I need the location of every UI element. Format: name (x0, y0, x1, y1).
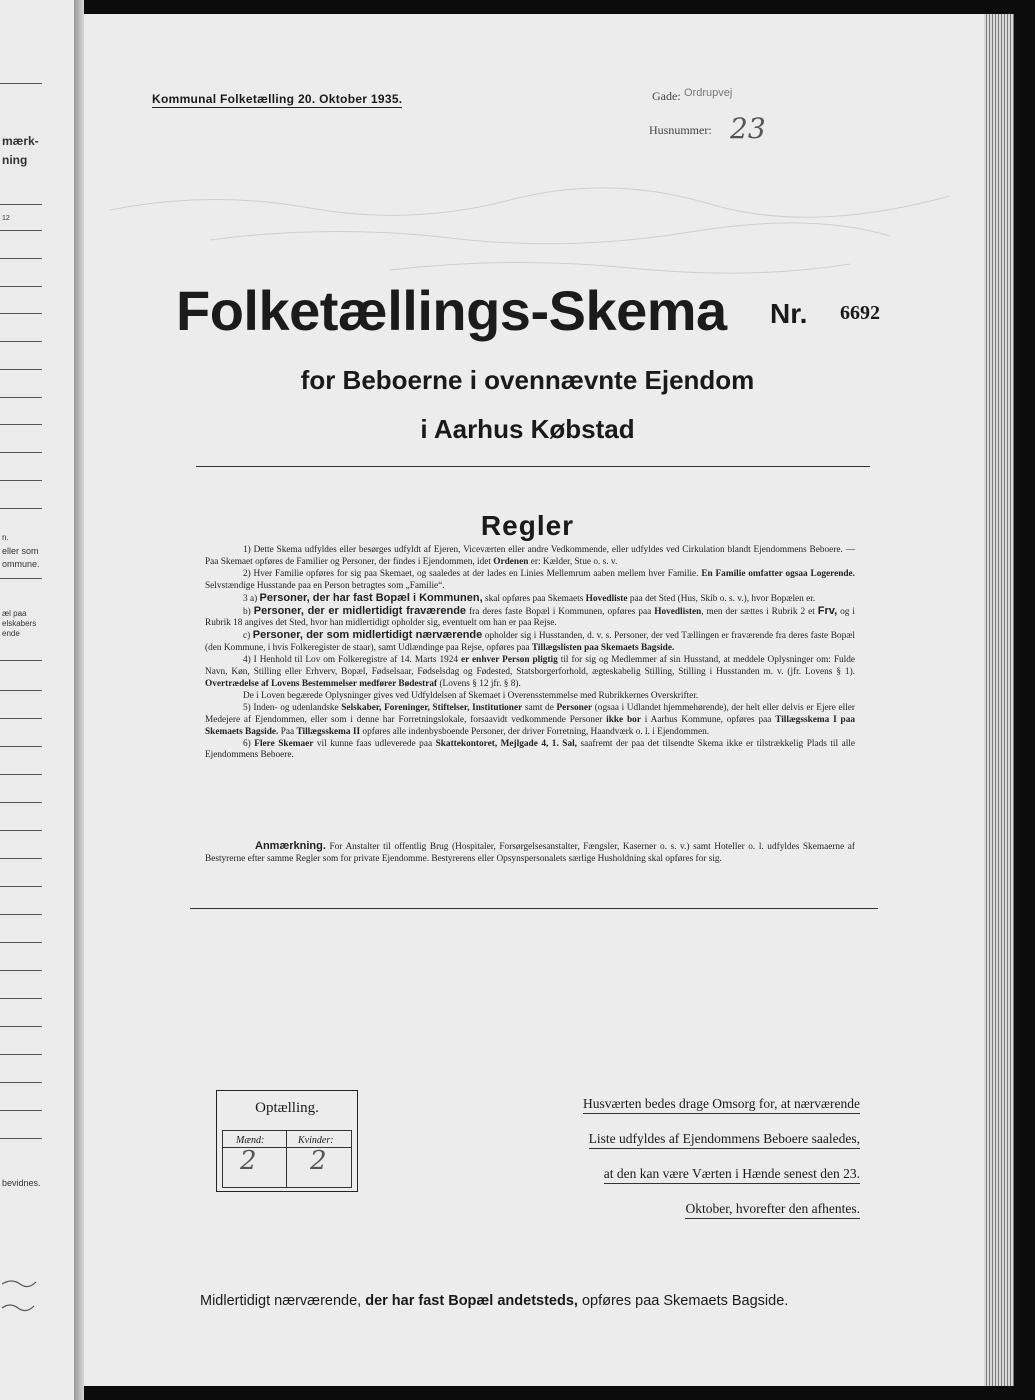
left-rule (0, 230, 42, 231)
men-count: 2 (240, 1146, 257, 1176)
footer-note: Midlertidigt nærværende, der har fast Bopæl andetsteds, opføres paa Skemaets Bagside. (200, 1293, 789, 1309)
left-rule (0, 480, 42, 481)
left-rule (0, 886, 42, 887)
form-number-value: 6692 (840, 302, 880, 324)
left-rule (0, 998, 42, 999)
left-fragment: elskabers (2, 619, 37, 628)
men-label: Mænd: (236, 1135, 265, 1146)
rule-3a: 3 a) Personer, der har fast Bopæl i Kommunen, skal opføres paa Skemaets Hovedliste paa det Sted (Hus, Skib o. s. v.), hvor Bopælen er. (243, 591, 816, 604)
form-title: Folketællings-Skema (176, 279, 727, 342)
street-value: Ordrupvej (684, 87, 733, 99)
form-subtitle: for Beboerne i ovennævnte Ejendom (300, 365, 755, 395)
note-label: Anmærkning. (255, 840, 326, 852)
left-rule (0, 942, 42, 943)
divider (196, 466, 870, 467)
faint-bleed-through (90, 170, 970, 290)
landlord-notice-line: Liste udfyldes af Ejendommens Beboere saaledes, (520, 1131, 860, 1147)
landlord-notice-line: at den kan være Værten i Hænde senest den 23. (520, 1166, 860, 1182)
left-rule (0, 341, 42, 342)
left-rule (0, 858, 42, 859)
count-column-divider (286, 1130, 287, 1188)
rule-3c: c) Personer, der som midlertidigt nærværende opholder sig i Husstanden, d. v. s. Personer, der ved Tællingen er fraværende fra deres faste Bopæl (den Kommune, i hvis Folkeregister de staar), samt Udlændinge paa Rejse, opføres paa Tillægslisten paa Skemaets Bagside. (205, 629, 856, 654)
rule-5: 5) Inden- og udenlandske Selskaber, Foreninger, Stiftelser, Institutioner samt de Personer (ogsaa i Udlandet hjemmehørende), der helt eller delvis er Ejere eller Medejere af Ejendommen, eller som i denne har Forretningslokale, forsaavidt vedkommende Personer ikke bor i Aarhus Kommune, opføres paa Tillægsskema I paa Skemaets Bagside. Paa Tillægsskema II opføres alle indenbysboende Personer, der driver Forretning, Haandværk o. l. i Ejendommen. (205, 702, 856, 737)
left-rule (0, 83, 42, 84)
left-fragment: ende (2, 629, 20, 638)
left-rule (0, 746, 42, 747)
form-subtitle-city: i Aarhus Købstad (420, 414, 635, 444)
left-rule (0, 1054, 42, 1055)
binding-gutter (74, 0, 84, 1400)
left-rule (0, 397, 42, 398)
left-rule (0, 914, 42, 915)
rule-1: 1) Dette Skema udfyldes eller besørges udfyldt af Ejeren, Viceværten eller andre Vedkommende, eller udfyldes ved Cirkulation blandt Ejendommens Beboere. — Paa Skemaet opføres de Familier og Personer, der findes i Ejendommen, idet Ordenen er: Kælder, Stue o. s. v. (205, 545, 855, 567)
left-rule (0, 1138, 42, 1139)
left-fragment: ning (2, 153, 28, 167)
left-rule (0, 660, 42, 661)
left-rule (0, 970, 42, 971)
house-number-value: 23 (730, 112, 766, 145)
census-header: Kommunal Folketælling 20. Oktober 1935. (152, 92, 403, 106)
divider (190, 908, 878, 909)
left-rule (0, 1110, 42, 1111)
left-rule (0, 1026, 42, 1027)
rule-2: 2) Hver Familie opføres for sig paa Skemaet, og saaledes at der lades en Linies Mellemrum aaben mellem hver Familie. En Familie omfatter ogsaa Logerende. Selvstændige Husstande paa en Person betragtes som „Familie“. (205, 568, 855, 591)
house-number-label: Husnummer: (649, 123, 712, 137)
rules-heading: Regler (480, 510, 575, 541)
left-fragment: ommune. (2, 559, 40, 569)
left-fragment: 12 (2, 215, 10, 222)
left-rule (0, 1082, 42, 1083)
note-block (205, 840, 855, 865)
form-number-label: Nr. (770, 298, 808, 329)
left-rule (0, 204, 42, 205)
left-rule (0, 258, 42, 259)
note-text: For Anstalter til offentlig Brug (Hospitaler, Forsørgelsesanstalter, Fængsler, Kaserner o. s. v.) samt Hoteller o. l. udfyldes Skemaerne af Bestyrerne efter samme Regler som for private Ejendomme. Bestyrerens eller Opsynspersonalets særlige Husholdning skal opføres for sig. (205, 842, 855, 864)
rule-3b: b) Personer, der er midlertidigt fraværende fra deres faste Bopæl i Kommunen, opføres paa Hovedlisten, men der sættes i Rubrik 2 et Frv, og i Rubrik 18 angives det Sted, hvor han midlertidigt opholder sig, eventuelt om han er paa Rejse. (205, 604, 856, 629)
left-rule (0, 690, 42, 691)
landlord-notice-line: Husværten bedes drage Omsorg for, at nærværende (520, 1096, 860, 1112)
rule-4: 4) I Henhold til Lov om Folkeregistre af 14. Marts 1924 er enhver Person pligtig til for sig og Medlemmer af sin Husstand, at meddele Oplysninger om: Fulde Navn, Køn, Stilling eller Erhverv, Bopæl, Fødselsaar, Fødselsdag og Fødested, Statsborgerforhold, ægteskabelig Stilling, Stilling i Husstanden m. v. (jfr. Lovens § 1). Overtrædelse af Lovens Bestemmelser medfører Bødestraf (Lovens § 12 jfr. § 8). (205, 655, 856, 689)
left-rule (0, 508, 42, 509)
left-rule (0, 286, 42, 287)
women-count: 2 (310, 1146, 327, 1176)
left-rule (0, 830, 42, 831)
left-facing-page (0, 0, 75, 1400)
left-fragment: n. (2, 533, 9, 542)
rule-4b: De i Loven begærede Oplysninger gives ved Udfyldelsen af Skemaet i Overensstemmelse med Rubrikkernes Overskrifter. (243, 690, 699, 701)
left-fragment: æl paa (2, 609, 27, 618)
street-label: Gade: (652, 89, 681, 103)
left-fragment: mærk- (2, 134, 39, 148)
left-rule (0, 718, 42, 719)
rule-6: 6) Flere Skemaer vil kunne faas udleverede paa Skattekontoret, Mejlgade 4, 1. Sal, saafremt der paa det tilsendte Skema ikke er tilstrækkelig Plads til alle Ejendommens Beboere. (205, 738, 856, 761)
left-rule (0, 774, 42, 775)
page-edges (984, 14, 1014, 1386)
left-fragment: bevidnes. (2, 1178, 41, 1188)
rules-text (205, 545, 855, 762)
left-signature-scribble (0, 1270, 40, 1320)
count-box-title: Optælling. (255, 1100, 319, 1116)
left-rule (0, 578, 42, 579)
left-rule (0, 313, 42, 314)
women-label: Kvinder: (298, 1135, 334, 1146)
left-rule (0, 802, 42, 803)
left-rule (0, 452, 42, 453)
left-fragment: eller som (2, 546, 39, 556)
landlord-notice-line: Oktober, hvorefter den afhentes. (520, 1201, 860, 1217)
